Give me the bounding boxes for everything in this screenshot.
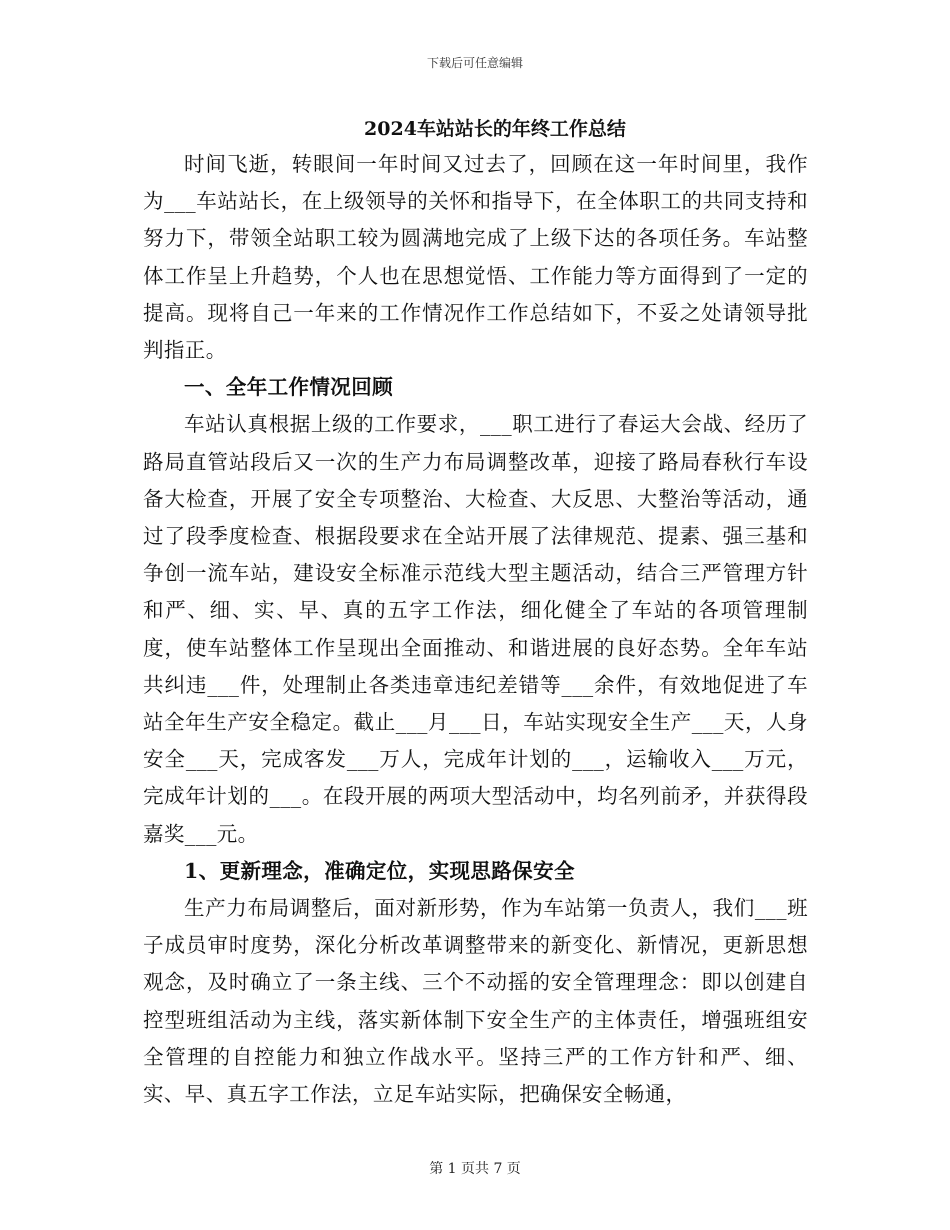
- intro-paragraph: 时间飞逝，转眼间一年时间又过去了，回顾在这一年时间里，我作为___车站站长，在上级领导的关怀和指导下，在全体职工的共同支持和努力下，带领全站职工较为圆满地完成了上级下达的各项任务。车站整体工作呈上升趋势，个人也在思想觉悟、工作能力等方面得到了一定的提高。现将自己一年来的工作情况作工作总结如下，不妥之处请领导批判指正。: [143, 152, 808, 363]
- subsection-heading: 1、更新理念，准确定位，实现思路保安全: [184, 858, 575, 883]
- section-heading: 一、全年工作情况回顾: [184, 375, 393, 400]
- document-title: 2024车站站长的年终工作总结: [364, 118, 626, 140]
- header-note: 下载后可任意编辑: [426, 56, 523, 70]
- review-paragraph: 车站认真根据上级的工作要求，___职工进行了春运大会战、经历了路局直管站段后又一次的生产力布局调整改革，迎接了路局春秋行车设备大检查，开展了安全专项整治、大检查、大反思、大整治等活动，通过了段季度检查、根据段要求在全站开展了法律规范、提素、强三基和争创一流车站，建设安全标准示范线大型主题活动，结合三严管理方针和严、细、实、早、真的五字工作法，细化健全了车站的各项管理制度，使车站整体工作呈现出全面推动、和谐进展的良好态势。全年车站共纠违___件，处理制止各类违章违纪差错等___余件，有效地促进了车站全年生产安全稳定。截止___月___日，车站实现安全生产___天，人身安全___天，完成客发___万人，完成年计划的___，运输收入___万元，完成年计划的___。在段开展的两项大型活动中，均名列前矛，并获得段嘉奖___元。: [143, 412, 808, 846]
- document-body: [143, 146, 808, 1113]
- concept-paragraph: 生产力布局调整后，面对新形势，作为车站第一负责人，我们___班子成员审时度势，深化分析改革调整带来的新变化、新情况，更新思想观念，及时确立了一条主线、三个不动摇的安全管理理念：即以创建自控型班组活动为主线，落实新体制下安全生产的主体责任，增强班组安全管理的自控能力和独立作战水平。坚持三严的工作方针和严、细、实、早、真五字工作法，立足车站实际，把确保安全畅通，: [143, 896, 808, 1107]
- page-number: 第 1 页共 7 页: [429, 1161, 521, 1177]
